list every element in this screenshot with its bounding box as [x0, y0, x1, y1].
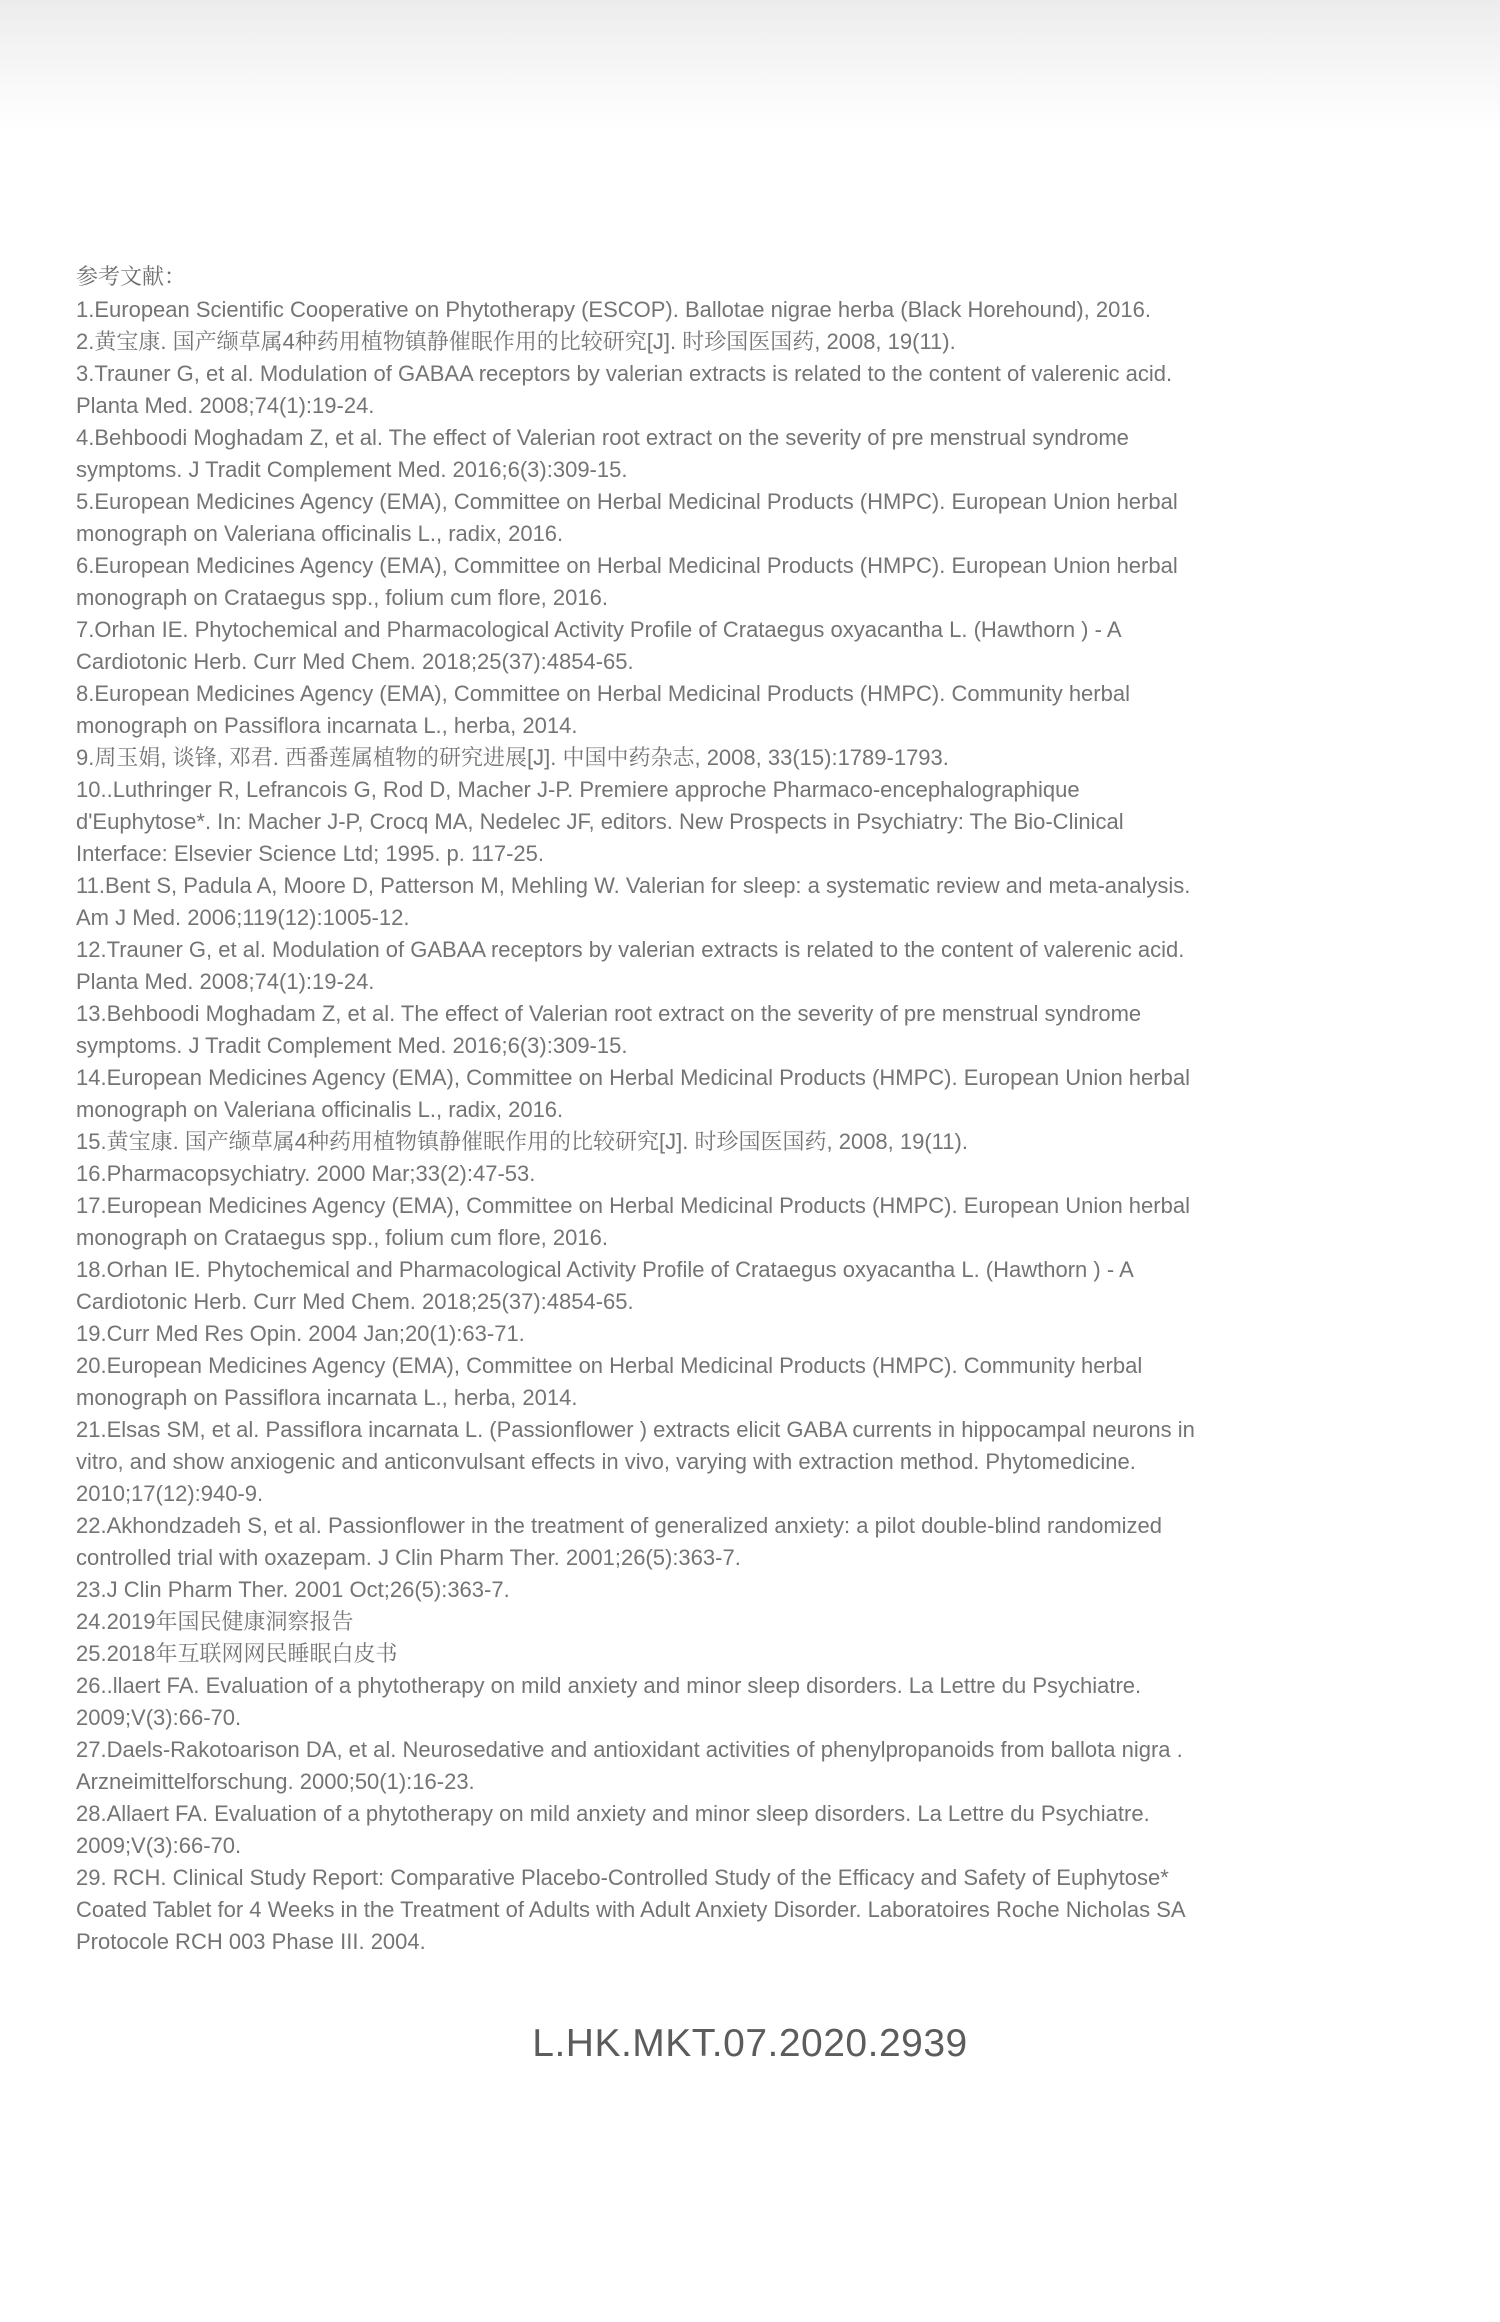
reference-item: 6.European Medicines Agency (EMA), Committee on Herbal Medicinal Products (HMPC). European Union herbal monograph on Crataegus spp., folium cum flore, 2016.: [76, 553, 1178, 610]
reference-item: 8.European Medicines Agency (EMA), Committee on Herbal Medicinal Products (HMPC). Community herbal monograph on Passiflora incarnata L., herba, 2014.: [76, 681, 1130, 738]
reference-item: 4.Behboodi Moghadam Z, et al. The effect of Valerian root extract on the severity of pre menstrual syndrome symptoms. J Tradit Complement Med. 2016;6(3):309-15.: [76, 425, 1129, 482]
reference-item: 2.黄宝康. 国产缬草属4种药用植物镇静催眠作用的比较研究[J]. 时珍国医国药, 2008, 19(11).: [76, 329, 956, 354]
reference-item: 5.European Medicines Agency (EMA), Committee on Herbal Medicinal Products (HMPC). European Union herbal monograph on Valeriana officinalis L., radix, 2016.: [76, 489, 1178, 546]
references-list: [76, 294, 1416, 1958]
reference-item: 27.Daels-Rakotoarison DA, et al. Neurosedative and antioxidant activities of phenylpropanoids from ballota nigra . Arzneimittelforschung. 2000;50(1):16-23.: [76, 1737, 1183, 1794]
reference-item: 10..Luthringer R, Lefrancois G, Rod D, Macher J-P. Premiere approche Pharmaco-encephalographique d'Euphytose*. In: Macher J-P, Crocq MA, Nedelec JF, editors. New Prospects in Psychiatry: The Bio-Clinical Interface: Elsevier Science Ltd; 1995. p. 117-25.: [76, 777, 1124, 866]
reference-item: 24.2019年国民健康洞察报告: [76, 1609, 354, 1634]
reference-item: 7.Orhan IE. Phytochemical and Pharmacological Activity Profile of Crataegus oxyacantha L. (Hawthorn ) - A Cardiotonic Herb. Curr Med Chem. 2018;25(37):4854-65.: [76, 617, 1122, 674]
reference-item: 12.Trauner G, et al. Modulation of GABAA receptors by valerian extracts is related to the content of valerenic acid. Planta Med. 2008;74(1):19-24.: [76, 937, 1185, 994]
reference-item: 22.Akhondzadeh S, et al. Passionflower in the treatment of generalized anxiety: a pilot double-blind randomized controlled trial with oxazepam. J Clin Pharm Ther. 2001;26(5):363-7.: [76, 1513, 1163, 1570]
reference-item: 11.Bent S, Padula A, Moore D, Patterson M, Mehling W. Valerian for sleep: a systematic review and meta-analysis. Am J Med. 2006;119(12):1005-12.: [76, 873, 1191, 930]
reference-item: 28.Allaert FA. Evaluation of a phytotherapy on mild anxiety and minor sleep disorders. La Lettre du Psychiatre. 2009;V(3):66-70.: [76, 1801, 1150, 1858]
reference-item: 19.Curr Med Res Opin. 2004 Jan;20(1):63-71.: [76, 1321, 525, 1346]
references-heading: 参考文献：: [76, 265, 187, 290]
reference-item: 29. RCH. Clinical Study Report: Comparative Placebo-Controlled Study of the Efficacy and Safety of Euphytose* Coated Tablet for 4 Weeks in the Treatment of Adults with Adult Anxiety Disorder. Laboratoires Roche Nicholas SA Protocole RCH 003 Phase III. 2004.: [76, 1865, 1186, 1954]
top-shadow: [0, 0, 1500, 130]
reference-item: 20.European Medicines Agency (EMA), Committee on Herbal Medicinal Products (HMPC). Community herbal monograph on Passiflora incarnata L., herba, 2014.: [76, 1353, 1143, 1410]
reference-item: 9.周玉娟, 谈锋, 邓君. 西番莲属植物的研究进展[J]. 中国中药杂志, 2008, 33(15):1789-1793.: [76, 745, 949, 770]
reference-item: 13.Behboodi Moghadam Z, et al. The effect of Valerian root extract on the severity of pre menstrual syndrome symptoms. J Tradit Complement Med. 2016;6(3):309-15.: [76, 1001, 1142, 1058]
reference-item: 15.黄宝康. 国产缬草属4种药用植物镇静催眠作用的比较研究[J]. 时珍国医国药, 2008, 19(11).: [76, 1129, 968, 1154]
reference-item: 26..llaert FA. Evaluation of a phytotherapy on mild anxiety and minor sleep disorders. La Lettre du Psychiatre. 2009;V(3):66-70.: [76, 1673, 1142, 1730]
reference-item: 16.Pharmacopsychiatry. 2000 Mar;33(2):47-53.: [76, 1161, 536, 1186]
reference-item: 1.European Scientific Cooperative on Phytotherapy (ESCOP). Ballotae nigrae herba (Black Horehound), 2016.: [76, 297, 1151, 322]
reference-item: 14.European Medicines Agency (EMA), Committee on Herbal Medicinal Products (HMPC). European Union herbal monograph on Valeriana officinalis L., radix, 2016.: [76, 1065, 1190, 1122]
reference-item: 17.European Medicines Agency (EMA), Committee on Herbal Medicinal Products (HMPC). European Union herbal monograph on Crataegus spp., folium cum flore, 2016.: [76, 1193, 1190, 1250]
reference-item: 23.J Clin Pharm Ther. 2001 Oct;26(5):363-7.: [76, 1577, 510, 1602]
reference-item: 25.2018年互联网网民睡眠白皮书: [76, 1641, 398, 1666]
reference-item: 18.Orhan IE. Phytochemical and Pharmacological Activity Profile of Crataegus oxyacantha L. (Hawthorn ) - A Cardiotonic Herb. Curr Med Chem. 2018;25(37):4854-65.: [76, 1257, 1134, 1314]
reference-item: 3.Trauner G, et al. Modulation of GABAA receptors by valerian extracts is related to the content of valerenic acid. Planta Med. 2008;74(1):19-24.: [76, 361, 1173, 418]
references-section: [76, 262, 1416, 1958]
document-code: L.HK.MKT.07.2020.2939: [532, 2022, 968, 2065]
reference-item: 21.Elsas SM, et al. Passiflora incarnata L. (Passionflower ) extracts elicit GABA currents in hippocampal neurons in vitro, and show anxiogenic and anticonvulsant effects in vivo, varying with extraction method. Phytomedicine. 2010;17(12):940-9.: [76, 1417, 1195, 1506]
